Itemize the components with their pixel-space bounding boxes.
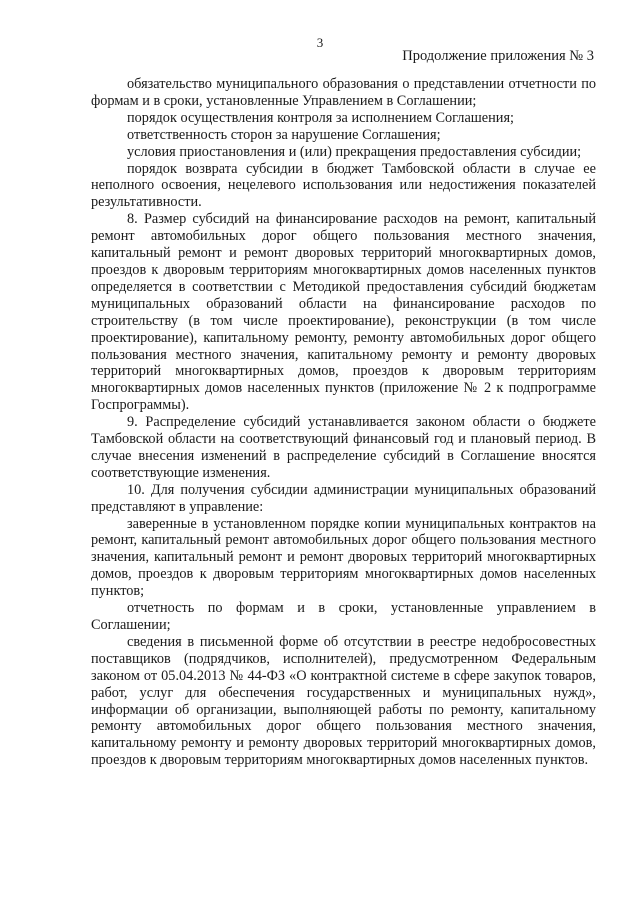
paragraph-liability: ответственность сторон за нарушение Соглашения; xyxy=(127,126,441,143)
paragraph-supplier-registry-info: сведения в письменной форме об отсутствии в реестре недобросовестных поставщиков (подрядчиков, исполнителей), предусмотренном Федеральным законом от 05.04.2013 № 44-ФЗ «О контрактной системе в сфере закупок товаров, работ, услуг для обеспечения государственных и муниципальных нужд», информации об организации, выполняющей работы по ремонту, капитальному ремонту автомобильных дорог общего пользования местного значения, капитальному ремонту и ремонту дворовых территорий многоквартирных домов, проездов к дворовым территориям многоквартирных домов населенных пунктов. xyxy=(91,633,596,769)
paragraph-suspension-conditions: условия приостановления и (или) прекращения предоставления субсидии; xyxy=(127,143,582,160)
paragraph-item-8: 8. Размер субсидий на финансирование расходов на ремонт, капитальный ремонт автомобильных дорог общего пользования местного значения, капитальный ремонт и ремонт дворовых территорий многоквартирных домов, проездов к дворовым территориям многоквартирных домов населенных пунктов определяется в соответствии с Методикой предоставления субсидий бюджетам муниципальных образований области на финансирование расходов по строительству (в том числе проектирование), реконструкции (в том числе проектирование), капитальному ремонту, ремонту автомобильных дорог общего пользования местного значения, капитальному ремонту и ремонту дворовых территорий многоквартирных домов, проездов к дворовым территориям многоквартирных домов населенных пунктов (приложение № 2 к подпрограмме Госпрограммы). xyxy=(91,211,596,414)
paragraph-item-9: 9. Распределение субсидий устанавливается законом области о бюджете Тамбовской области на соответствующий финансовый год и плановый период. В случае внесения изменений в распределение субсидий в Соглашение вносятся соответствующие изменения. xyxy=(91,414,596,481)
paragraph-item-10: 10. Для получения субсидии администрации муниципальных образований представляют в управление: xyxy=(91,481,596,515)
paragraph-reporting-forms: отчетность по формам и в сроки, установленные управлением в Соглашении; xyxy=(91,600,596,633)
page-number: 3 xyxy=(316,35,324,50)
paragraph-control-procedure: порядок осуществления контроля за исполнением Соглашения; xyxy=(127,109,514,126)
paragraph-reporting-obligation: обязательство муниципального образования о представлении отчетности по формам и в сроки, установленные Управлением в Соглашении; xyxy=(91,76,596,109)
appendix-continuation-note: Продолжение приложения № 3 xyxy=(402,48,594,64)
document-body xyxy=(91,76,596,769)
paragraph-contract-copies: заверенные в установленном порядке копии муниципальных контрактов на ремонт, капитальный ремонт автомобильных дорог общего пользования местного значения, капитальный ремонт и ремонт дворовых территорий многоквартирных домов, проездов к дворовым территориям многоквартирных домов населенных пунктов; xyxy=(91,515,596,600)
paragraph-refund-procedure: порядок возврата субсидии в бюджет Тамбовской области в случае ее неполного освоения, нецелевого использования или недостижения показателей результативности. xyxy=(91,160,596,211)
